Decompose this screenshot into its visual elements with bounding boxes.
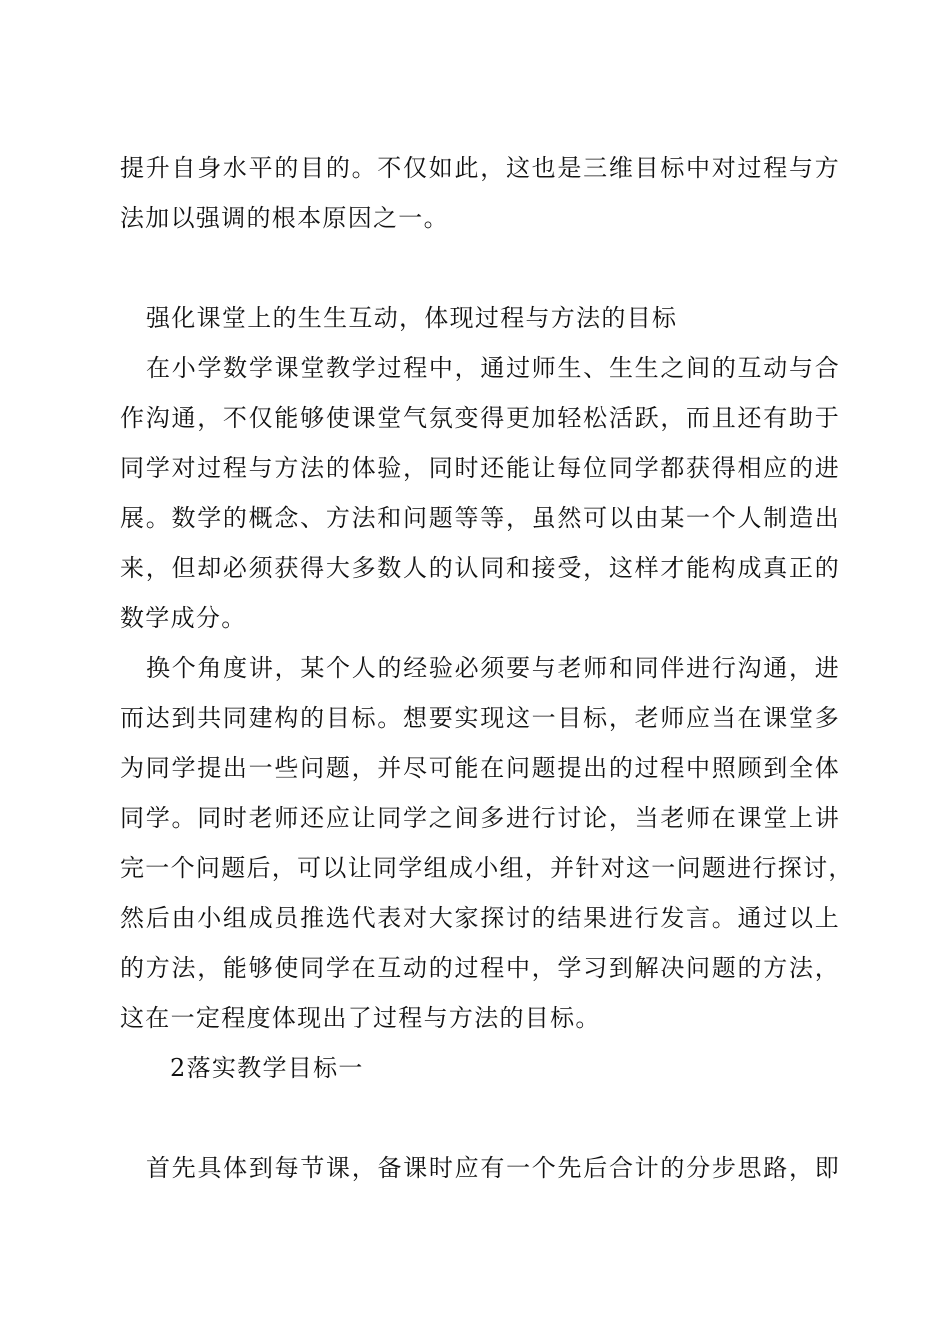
text-line: 作沟通，不仅能够使课堂气氛变得更加轻松活跃，而且还有助于 [120, 404, 840, 432]
text-line: 提升自身水平的目的。不仅如此，这也是三维目标中对过程与方 [120, 154, 840, 182]
text-line: 为同学提出一些问题，并尽可能在问题提出的过程中照顾到全体 [120, 754, 840, 782]
text-line: 展。数学的概念、方法和问题等等，虽然可以由某一个人制造出 [120, 504, 840, 532]
text-line: 换个角度讲，某个人的经验必须要与老师和同伴进行沟通，进 [146, 654, 840, 682]
text-line: 首先具体到每节课，备课时应有一个先后合计的分步思路，即 [146, 1154, 840, 1182]
text-line: 完一个问题后，可以让同学组成小组，并针对这一问题进行探讨， [120, 854, 854, 882]
text-line: 同学。同时老师还应让同学之间多进行讨论，当老师在课堂上讲 [120, 804, 840, 832]
text-line: 而达到共同建构的目标。想要实现这一目标，老师应当在课堂多 [120, 704, 840, 732]
section-heading: 2落实教学目标一 [170, 1054, 364, 1082]
text-line: 然后由小组成员推选代表对大家探讨的结果进行发言。通过以上 [120, 904, 840, 932]
text-line: 同学对过程与方法的体验，同时还能让每位同学都获得相应的进 [120, 454, 840, 482]
text-line: 在小学数学课堂教学过程中，通过师生、生生之间的互动与合 [146, 354, 840, 382]
text-line: 的方法，能够使同学在互动的过程中，学习到解决问题的方法， [120, 954, 840, 982]
text-line: 法加以强调的根本原因之一。 [120, 204, 449, 232]
text-line: 这在一定程度体现出了过程与方法的目标。 [120, 1004, 601, 1032]
text-line: 来，但却必须获得大多数人的认同和接受，这样才能构成真正的 [120, 554, 840, 582]
text-line: 数学成分。 [120, 604, 247, 632]
section-heading: 强化课堂上的生生互动，体现过程与方法的目标 [146, 304, 678, 332]
